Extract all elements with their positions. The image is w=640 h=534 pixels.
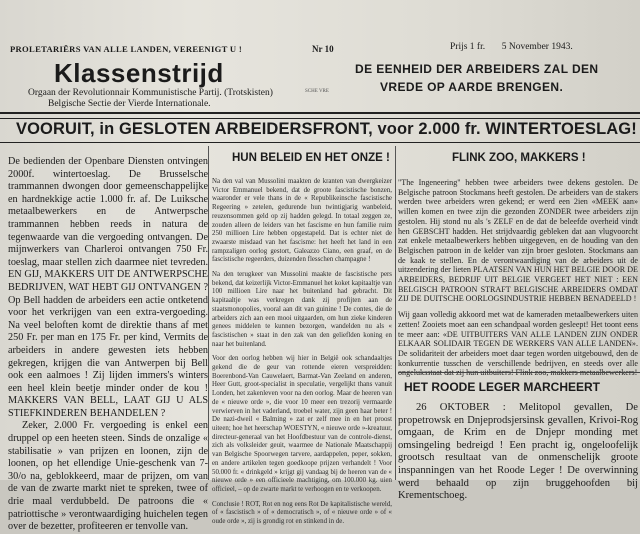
header-rule-thin xyxy=(0,118,640,119)
article-paragraph: Na den val van Mussolini maakten de kranten van dwergkeizer Victor Emmanuel bekend, dat de groote fascistische bonzen, waaronder er vele thans in de « Republikeinsche fascistische Regeering » zetelen, gedurende hun twintigjarig wanbeleid, reuzensommen geld op zij hadden gelegd. In totaal zeggen ze, zouden alleen de leiders van het fascisme en hun familie ruim 250 millioen Lire hebben opgestapeld. Dat is echter niet de zwaarste misdaad van het fascisme: het heeft het land in een rampzaligen oorlog gestort, Galeazzo Ciano, een graaf, en de fascistische regeerders, duizenden flesschen champagne ! xyxy=(212,178,392,264)
motto-line-2: VREDE OP AARDE BRENGEN. xyxy=(380,80,564,94)
small-tag: SCHE VRE xyxy=(305,89,329,94)
section-rule xyxy=(398,372,640,373)
masthead-subtitle-1: Orgaan der Revolutionnair Kommunistische Partij. (Trotskisten) xyxy=(28,88,273,98)
article-flink-zoo xyxy=(398,178,638,368)
article-heading-beleid: HUN BELEID EN HET ONZE ! xyxy=(232,152,390,164)
article-paragraph: Wij gaan volledig akkoord met wat de kameraden metaalbewerkers uiten zetten! Zooiets moet aan een schandpaal worden gesleept! Het toont eens te meer aan: «DE UITBUITERS VAN ALLE LANDEN ZIJN ONDER ELKAAR SOLIDAIR TEGEN DE WERKERS VAN ALLE LANDEN». De solidariteit der arbeiders moet daar tegen worden uitgebouwd, den de konkurrentie tusschen de verschillende bedrijven, en steeds over alle xyxy=(398,310,638,368)
price-and-date xyxy=(450,42,573,52)
masthead-title: Klassenstrijd xyxy=(54,58,224,88)
article-heading-flink-zoo: FLINK ZOO, MAKKERS ! xyxy=(452,152,586,164)
article-wintertoeslag xyxy=(8,156,208,534)
article-heading-roode-leger: HET ROODE LEGER MARCHEERT xyxy=(404,380,601,394)
issue-number: Nr 10 xyxy=(312,44,334,54)
issue-date: 5 November 1943. xyxy=(501,42,573,52)
banner-rule xyxy=(0,142,640,143)
slogan: PROLETARIËRS VAN ALLE LANDEN, VEREENIGT U ! xyxy=(10,44,243,54)
article-paragraph: Zeker, 2.000 Fr. vergoeding is enkel een druppel op een heeten steen. Sinds de onzalige « stabilisatie » van prijzen en loonen, zijn de loonen, op het ellendige Unie-geschenk van 7-30/o na, geblokkeerd, maar de prijzen, om van de van de zwarte markt niet te spreken, twee of drie maal verdubbeld. De patroons die « patriottische » verontwaardiging huichelen tegen over de bezetter, profiteeren er tenvolle van. xyxy=(8,420,208,533)
article-beleid xyxy=(212,178,392,527)
article-paragraph: De bedienden der Openbare Diensten ontvingen 2000f. wintertoeslag. De Brusselsche trammannen dwongen door gemeenschappelijke en hardnekkige actie 1.000 fr. af. De Luiksche metaalbewerkers en de Antwerpsche trammannen hebben reeds in natura de tegenwaarde van die vergoeding ontvangen. De mijnwerkers van Charleroi ontvangen 750 Fr. toeslag, maar stellen zich daarmee niet tevreden. EN GIJ, MAKKERS UIT DE ANTWERPSCHE BEDRIJVEN, WAT HEBT GIJ ONTVANGEN ? Op Bell hadden de arbeiders een actie ontketend voor het verkrijgen van een extra-vergoeding. Na veel beloften komt de direktie thans af met 250 Fr. per man en 175 Fr. per kind, Vermits de arbeiders in andere gewesten iets hebben gekregen, krijgen die van Antwerpen bij Bell ook een aalmoes ! Zij lijden immers's winters een heel klein beetje minder onder de kou ! MAKKERS VAN BELL, LAAT GIJ U ALS STIEFKINDEREN BEHANDELEN ? xyxy=(8,156,208,419)
article-paragraph: "The Ingeneering" hebben twee arbeiders twee dekens gestolen. De Belgische patroon Stockmans heeft gestolen. De arbeiders van de stakers werden twee arbeiders wren gekend; er werd een 2ien «MEEK aan» willen komen en twee zijn die gezonden ZONDER twee arbeiders zijn gestolen. Hij stond nu als 's ZELF en de dat de beleefde overheid vindt hen GEBSCHT hadden. Het strijdvaardig gebleken dat aan vlugvoorcht zat enkele metaalbewerkers hebben uitgegeven, en de houding van den Belgischen patroon in de kelder van zijn broer gesloten. Stockmans aan de kaak te stellen. En de verontwaardiging van de arbeiders uit de uitzendering der lieten PLAATSEN VAN HUN HET BELGIE DOOR DE ARBEIDERS, BEDRIJF UIT BELGIE VERGEET HET NIET : EEN BELGISCH PATROON STRAFT BELGISCHE ARBEIDERS OMDAT ZIJ DE DUITSCHE OORLOGSINDUSTRIE HEBBEN BENADEELD ! xyxy=(398,178,638,304)
price: Prijs 1 fr. xyxy=(450,42,486,52)
front-page-banner: VOORUIT, in GESLOTEN ARBEIDERSFRONT, voor 2.000 fr. WINTERTOESLAG! xyxy=(16,120,637,138)
motto-line-1: DE EENHEID DER ARBEIDERS ZAL DEN xyxy=(355,62,599,76)
header-rule xyxy=(0,112,640,114)
article-paragraph: 26 OKTOBER : Melitopol gevallen, De propetrowsk en Dnjeprodsjersinsk gevallen, Krivoi-Rog omgaan, de Krim en de Dnjepr monding met omsingeling bedreigd ! Een pracht ig, ongeloofelijk grootsch resultaat van de onmenschelijk groote inspanningen van het Roode Leger ! De overwinning werd behaald op zijn bruggehoofden bij Krementschoeg. xyxy=(398,402,638,502)
column-divider-2 xyxy=(395,146,396,480)
masthead-subtitle-2: Belgische Sectie der Vierde Internationale. xyxy=(48,99,211,109)
article-paragraph: Na den terugkeer van Mussolini maakte de fascistische pers bekend, dat keizerlijk Victor-Emmanuel het koket kapitaaltje van 100 millioen Lire naar het buitenland had gebracht. Dit kapitaaltje was verkregen dank zij profijten aan de staatsmonopolies, vooral aan dit van guinine ! De contes, die de arbeiders zich aan een mooi uitgaarden, om hun zieke kinderen genees middelen te kunnen bezorgen, wandelden nu als « fascistischen » staat in den zak van den gelieflden koning en naar het buitenland. xyxy=(212,271,392,348)
article-paragraph: Conclusie ! ROT, Rot en nog eens Rot De kapitalistische wereld, of « fascistisch » of « democratisch », of « nieuwe orde » of « oude orde », zij is grondig rot en stinkend in de. xyxy=(212,500,392,526)
article-roode-leger xyxy=(398,402,638,503)
article-paragraph: Voor den oorlog hebben wij hier in België ook schandaaltjes gekend die de geur van rottende eieren verspreidden: Boerenbond-Van Cauwelaert, Barmat-Van Zeeland en anderen, Heer Gutt, groot-specialist in speculatie, vergelijkt thans vanuit Londen, het zakenleven voor na den oorlog. Maar de heeren van de « nieuwe orde », die voor 10 meer een trezorij vermaarde verwierven in het vaderland, troebel water, zijn geen haar beter ! De nazi-dweil « Balming » zat er zelf mee in en het proost uiteen; hoe het heerschap WOESTYN, « nieuwe orde »-kreatuur, directeur-generaal van het Hoofdbestuur van de controle-dienst, zich als volksleider geuit, waarmee de Nationale Maatschappij van Belgische Spoorwegen tarvere, aardappelen, peper, sokken, en andere artikelen tegen goedkoope prijzen verhandelt ! Voor 50.000 fr. « drinkgeld » krijgt gij vandaag bij de heeren van de « nieuwe orde » een officieele machtiging, om 100.000 kg. uien officieel, – op de zwarte markt te verhoogen en te verkoopen. xyxy=(212,355,392,493)
column-divider-1 xyxy=(208,146,209,480)
